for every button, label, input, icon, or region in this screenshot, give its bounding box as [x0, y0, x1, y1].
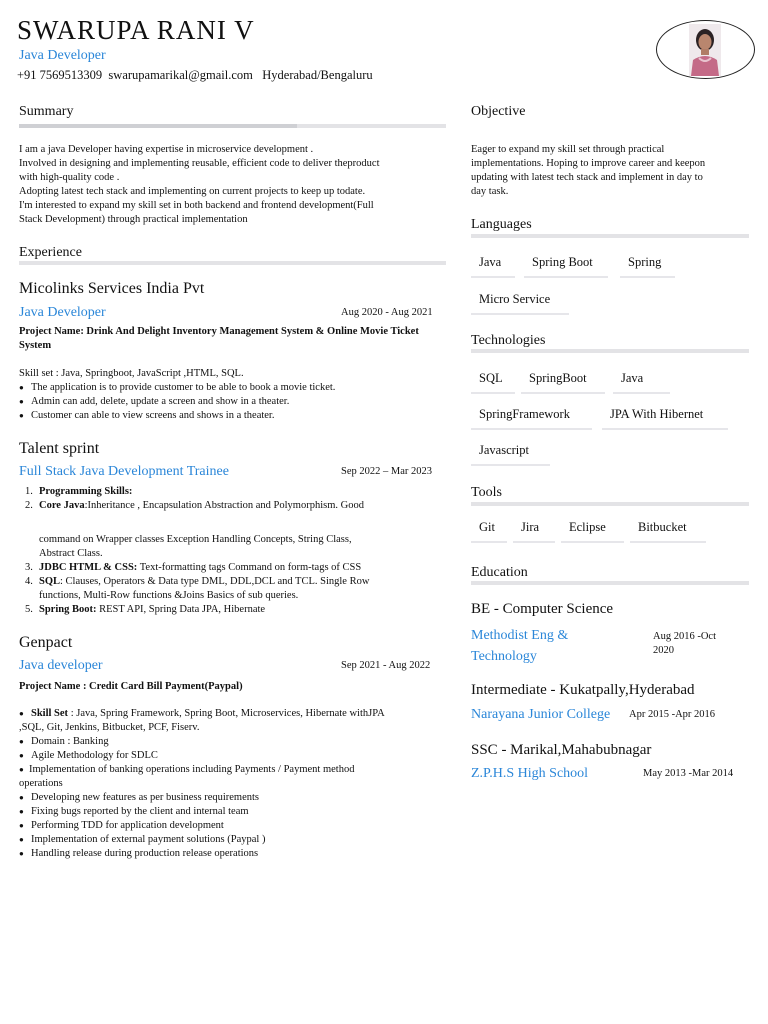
list-item: functions, Multi-Row functions &Joins Basics of sub queries. — [39, 590, 299, 601]
list-item: 4. SQL: Clauses, Operators & Data type DML, DDL,DCL and TCL. Single Row — [25, 576, 370, 587]
list-item: ● Developing new features as per business requirements — [19, 791, 449, 805]
technology-chip: SpringBoot — [521, 371, 605, 394]
list-item: ● Customer can able to view screens and shows in a theater. — [19, 409, 335, 423]
list-item: ● Domain : Banking — [19, 735, 449, 749]
profile-photo — [689, 24, 721, 76]
technology-chip: SQL — [471, 371, 515, 394]
language-chip: Micro Service — [471, 292, 569, 315]
job-title: Java Developer — [19, 305, 106, 320]
contact-line: +91 7569513309 swarupamarikal@gmail.com Hyderabad/Bengaluru — [17, 68, 373, 82]
technology-chip: SpringFramework — [471, 407, 592, 430]
list-item: ● Admin can add, delete, update a screen and show in a theater. — [19, 395, 335, 409]
list-item: command on Wrapper classes Exception Handling Concepts, String Class, — [39, 534, 352, 545]
education-degree: BE - Computer Science — [471, 601, 614, 617]
list-item: 5. Spring Boot: REST API, Spring Data JPA, Hibernate — [25, 604, 266, 615]
language-chip: Spring Boot — [524, 255, 608, 278]
education-dates: Aug 2016 -Oct 2020 — [653, 631, 716, 656]
list-item: ● Performing TDD for application development — [19, 819, 449, 833]
job-dates: Sep 2021 - Aug 2022 — [341, 660, 431, 671]
technology-chip: Javascript — [471, 443, 550, 466]
tools-divider — [471, 502, 749, 506]
list-item: Abstract Class. — [39, 548, 103, 559]
education-school: Z.P.H.S High School — [471, 766, 589, 781]
experience-heading: Experience — [19, 245, 82, 260]
job-title: Java developer — [19, 658, 103, 673]
technologies-divider — [471, 349, 749, 353]
summary-heading: Summary — [19, 104, 74, 119]
job-project: Project Name: Drink And Delight Inventory Management System & Online Movie Ticket System — [19, 326, 419, 351]
job-title: Full Stack Java Development Trainee — [19, 464, 229, 479]
education-school: Narayana Junior College — [471, 707, 611, 722]
list-item: ● The application is to provide customer to be able to book a movie ticket. — [19, 381, 335, 395]
tool-chip: Bitbucket — [630, 520, 706, 543]
language-chip: Java — [471, 255, 515, 278]
education-degree: SSC - Marikal,Mahabubnagar — [471, 742, 652, 758]
job-dates: Aug 2020 - Aug 2021 — [341, 307, 433, 318]
candidate-name: SWARUPA RANI V — [17, 15, 255, 45]
education-heading: Education — [471, 565, 528, 580]
technologies-heading: Technologies — [471, 333, 546, 348]
list-item: ● Fixing bugs reported by the client and internal team — [19, 805, 449, 819]
tool-chip: Git — [471, 520, 507, 543]
languages-heading: Languages — [471, 217, 532, 232]
languages-divider — [471, 234, 749, 238]
objective-heading: Objective — [471, 104, 526, 119]
education-dates: May 2013 -Mar 2014 — [643, 768, 734, 779]
objective-text: Eager to expand my skill set through practical implementations. Hoping to improve career and keepon updating with latest tech stack and implement in day to day task. — [471, 144, 706, 197]
job-company: Micolinks Services India Pvt — [19, 280, 205, 297]
job-project: Project Name : Credit Card Bill Payment(Paypal) — [19, 681, 243, 692]
job-company: Talent sprint — [19, 440, 100, 457]
summary-divider-accent — [19, 124, 297, 128]
technology-chip: Java — [613, 371, 670, 394]
technology-chip: JPA With Hibernet — [602, 407, 728, 430]
summary-text: I am a java Developer having expertise in microservice development . Involved in designing and implementing reusable, efficient code to deliver theproduct with high-quality code . Adopting latest tech stack and implementing on current projects to keep up todate. I'm interested to expand my skill set in both backend and frontend development(Full Stack Development) through practical implementation — [19, 144, 380, 225]
education-divider — [471, 581, 749, 585]
list-item: ● Implementation of external payment solutions (Paypal ) — [19, 833, 449, 847]
job-bullets — [19, 381, 335, 423]
experience-divider — [19, 261, 446, 265]
job-details: ● Skill Set : Java, Spring Framework, Spring Boot, Microservices, Hibernate withJPA ,SQL, Git, Jenkins, Bitbucket, PCF, Fiserv. ● Domain : Banking ● Agile Methodology for SDLC ● Implementation of banking operations including Payments / Payment method operations ● Developing new features as per business requirements ● Fixing bugs reported by the client and internal team ● Performing TDD for application development ● Implementation of external payment solutions (Paypal ) ● Handling release during production release operations — [19, 707, 449, 861]
candidate-role: Java Developer — [19, 48, 106, 63]
job-dates: Sep 2022 – Mar 2023 — [341, 466, 432, 477]
language-chip: Spring — [620, 255, 675, 278]
list-item: 1. Programming Skills: — [25, 486, 133, 497]
job-company: Genpact — [19, 634, 73, 651]
tool-chip: Eclipse — [561, 520, 624, 543]
job-skillset: Skill set : Java, Springboot, JavaScript ,HTML, SQL. — [19, 368, 244, 379]
tools-heading: Tools — [471, 485, 502, 500]
education-dates: Apr 2015 -Apr 2016 — [629, 709, 716, 720]
education-school: Methodist Eng & Technology — [471, 628, 569, 664]
list-item: ● Handling release during production release operations — [19, 847, 449, 861]
job-numbered-list — [19, 485, 439, 617]
education-degree: Intermediate - Kukatpally,Hyderabad — [471, 682, 695, 698]
list-item: 3. JDBC HTML & CSS: Text-formatting tags Command on form-tags of CSS — [25, 562, 362, 573]
tool-chip: Jira — [513, 520, 555, 543]
list-item: 2. Core Java:Inheritance , Encapsulation Abstraction and Polymorphism. Good — [25, 500, 364, 511]
list-item: ● Agile Methodology for SDLC — [19, 749, 449, 763]
